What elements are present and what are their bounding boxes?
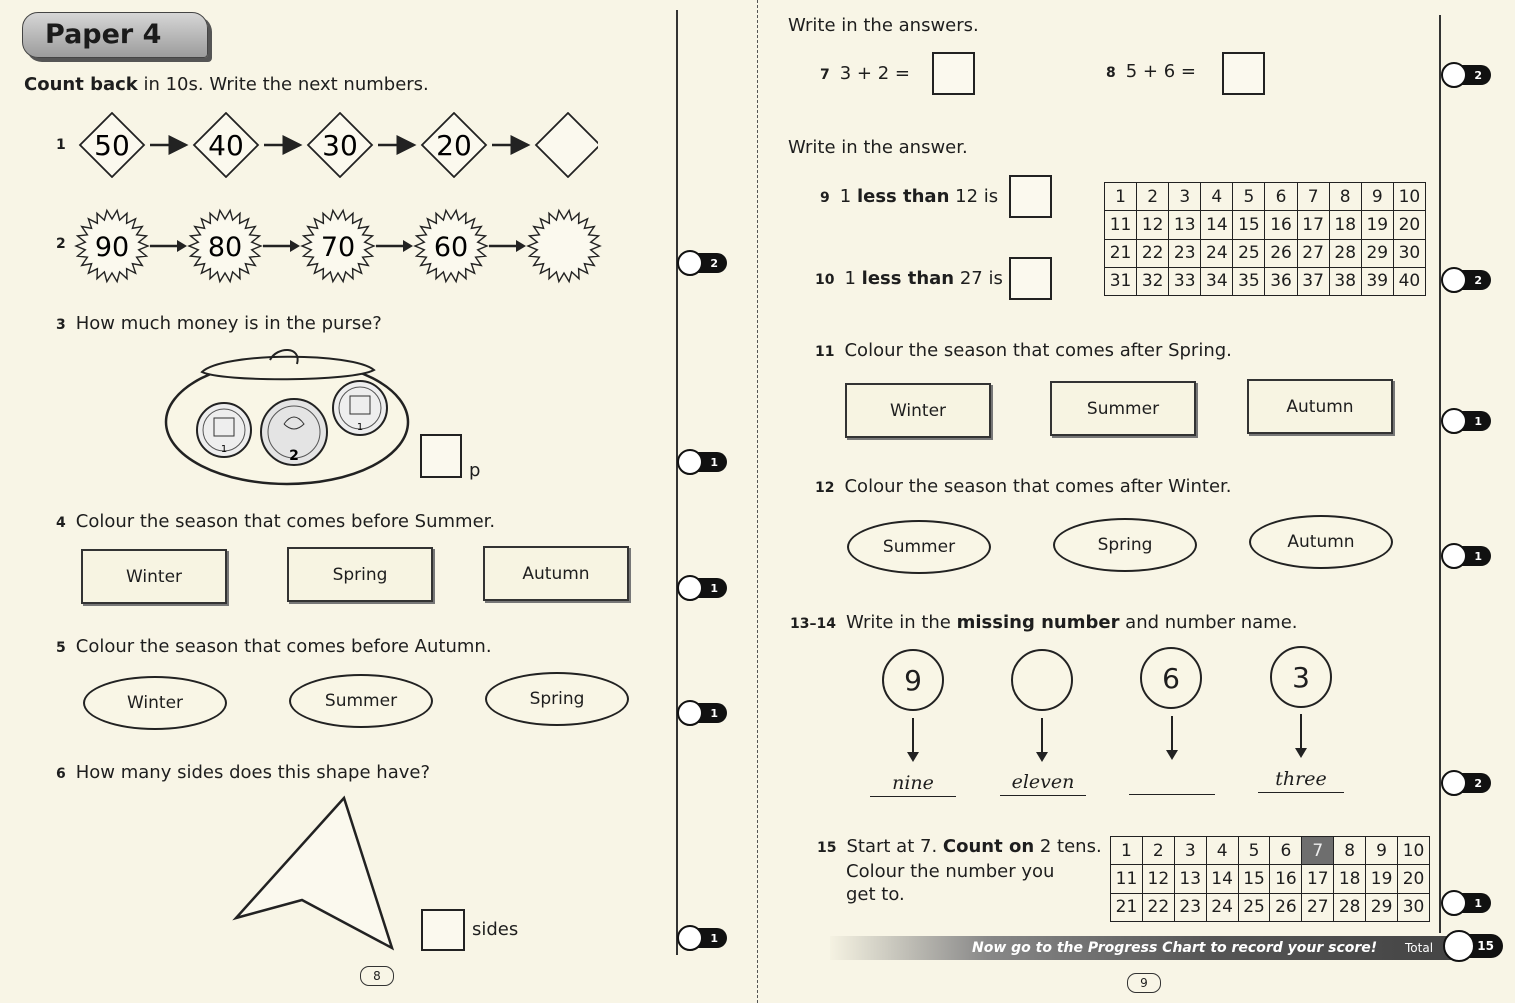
score-q15: 1 <box>1441 890 1493 916</box>
grid-cell: 35 <box>1233 267 1265 295</box>
number-name-2: eleven <box>1000 771 1086 796</box>
q3-unit: p <box>469 460 481 481</box>
score-q4: 1 <box>677 575 729 601</box>
grid-cell[interactable]: 7 <box>1302 837 1334 865</box>
left-margin-line <box>676 10 678 955</box>
grid-row <box>1111 893 1430 921</box>
q4-option-autumn[interactable]: Autumn <box>483 546 629 601</box>
score-q1-q2: 2 <box>677 250 729 276</box>
q2-starburst-sequence <box>74 208 614 286</box>
grid-cell[interactable]: 2 <box>1142 837 1174 865</box>
progress-footer-text: Now go to the Progress Chart to record your score! <box>972 940 1378 956</box>
number-grid-1-40 <box>1104 182 1426 296</box>
q6-answer-label: sides <box>472 919 519 940</box>
grid-cell[interactable]: 3 <box>1174 837 1206 865</box>
q3-answer-box[interactable] <box>420 434 462 478</box>
grid-cell: 19 <box>1361 211 1393 239</box>
q6-answer-box[interactable] <box>421 909 465 951</box>
q2-starburst-value: 90 <box>94 232 130 263</box>
q6-question: 6 How many sides does this shape have? <box>56 762 431 783</box>
number-name-1: nine <box>870 772 956 797</box>
q7-answer-box[interactable] <box>932 52 975 95</box>
number-name-4: three <box>1258 768 1344 793</box>
q15-line1: 15 Start at 7. Count on 2 tens. <box>817 836 1102 857</box>
grid-cell: 29 <box>1361 239 1393 267</box>
arrow-head-icon <box>403 240 413 252</box>
q4-option-spring[interactable]: Spring <box>287 547 433 602</box>
grid-cell: 11 <box>1105 211 1137 239</box>
score-q12: 1 <box>1441 543 1493 569</box>
arrow-down-icon <box>1300 714 1302 750</box>
grid-cell[interactable]: 17 <box>1302 865 1334 893</box>
grid-cell[interactable]: 25 <box>1238 893 1270 921</box>
q8-answer-box[interactable] <box>1222 52 1265 95</box>
grid-cell: 23 <box>1169 239 1201 267</box>
q5-option-winter[interactable]: Winter <box>83 676 227 730</box>
grid-cell: 32 <box>1137 267 1169 295</box>
progress-footer-bar <box>830 936 1462 960</box>
grid-cell: 38 <box>1329 267 1361 295</box>
q1-diamond-value: 20 <box>436 129 472 162</box>
grid-cell[interactable]: 15 <box>1238 865 1270 893</box>
grid-cell: 12 <box>1137 211 1169 239</box>
grid-cell[interactable]: 23 <box>1174 893 1206 921</box>
svg-text:2: 2 <box>289 448 299 464</box>
number-circle-2-blank[interactable] <box>1011 649 1073 711</box>
q8-question: 8 5 + 6 = <box>1106 61 1196 82</box>
q13-14-question: 13–14 Write in the missing number and number name. <box>790 612 1298 633</box>
grid-cell: 36 <box>1265 267 1297 295</box>
grid-cell[interactable]: 16 <box>1270 865 1302 893</box>
q1-diamond-sequence <box>78 112 598 178</box>
grid-cell: 30 <box>1393 239 1425 267</box>
grid-row <box>1105 183 1426 211</box>
score-q5: 1 <box>677 700 729 726</box>
left-page-number: 8 <box>360 966 394 986</box>
number-circle-4: 3 <box>1270 646 1332 708</box>
grid-cell: 33 <box>1169 267 1201 295</box>
arrow-down-icon <box>1041 718 1043 754</box>
write-answers-heading: Write in the answers. <box>788 15 979 36</box>
arrow-down-icon <box>912 718 914 754</box>
q5-option-summer[interactable]: Summer <box>289 674 433 728</box>
q3-question: 3 How much money is in the purse? <box>56 313 382 334</box>
grid-cell[interactable]: 28 <box>1334 893 1366 921</box>
number-circle-3: 6 <box>1140 647 1202 709</box>
q1-diamond-value: 30 <box>322 129 358 162</box>
q10-answer-box[interactable] <box>1009 257 1052 300</box>
grid-cell: 20 <box>1393 211 1425 239</box>
paper-title-tab <box>22 12 208 58</box>
q2-number: 2 <box>56 236 66 252</box>
q1-diamond[interactable] <box>536 113 598 177</box>
purse-illustration <box>162 346 412 488</box>
grid-cell[interactable]: 24 <box>1206 893 1238 921</box>
coin1-value: 1 <box>220 444 228 455</box>
grid-cell: 18 <box>1329 211 1361 239</box>
score-q9-q10: 2 <box>1441 267 1493 293</box>
arrow-down-icon <box>1171 716 1173 752</box>
grid-cell[interactable]: 27 <box>1302 893 1334 921</box>
grid-cell: 10 <box>1393 183 1425 211</box>
grid-cell: 21 <box>1105 239 1137 267</box>
book-spine <box>757 0 758 1003</box>
q1-number: 1 <box>56 137 66 153</box>
q4-question: 4 Colour the season that comes before Summer. <box>56 511 496 532</box>
grid-cell[interactable]: 5 <box>1238 837 1270 865</box>
grid-cell: 15 <box>1233 211 1265 239</box>
q11-option-winter[interactable]: Winter <box>845 383 991 438</box>
write-answer-heading: Write in the answer. <box>788 137 968 158</box>
grid-cell[interactable]: 11 <box>1111 865 1143 893</box>
grid-cell[interactable]: 6 <box>1270 837 1302 865</box>
q12-option-spring[interactable]: Spring <box>1053 518 1197 572</box>
grid-cell: 22 <box>1137 239 1169 267</box>
grid-cell: 37 <box>1297 267 1329 295</box>
q5-question: 5 Colour the season that comes before Autumn. <box>56 636 492 657</box>
grid-cell: 4 <box>1201 183 1233 211</box>
q2-starburst-value: 60 <box>433 232 469 263</box>
grid-cell: 7 <box>1297 183 1329 211</box>
q2-starburst-value: 80 <box>207 232 243 263</box>
grid-cell: 2 <box>1137 183 1169 211</box>
grid-cell[interactable]: 13 <box>1174 865 1206 893</box>
grid-cell[interactable]: 29 <box>1366 893 1398 921</box>
score-q13-14: 2 <box>1441 770 1493 796</box>
q6-shape <box>230 792 400 954</box>
left-page <box>0 0 757 1003</box>
number-circle-1: 9 <box>882 649 944 711</box>
grid-cell[interactable]: 12 <box>1142 865 1174 893</box>
grid-cell[interactable]: 18 <box>1334 865 1366 893</box>
grid-cell: 25 <box>1233 239 1265 267</box>
grid-cell: 17 <box>1297 211 1329 239</box>
grid-cell[interactable]: 8 <box>1334 837 1366 865</box>
total-score: 15 <box>1443 930 1503 962</box>
q1-diamond-value: 50 <box>94 129 130 162</box>
grid-cell: 24 <box>1201 239 1233 267</box>
q1-diamonds-svg <box>78 112 598 178</box>
grid-cell[interactable]: 4 <box>1206 837 1238 865</box>
grid-cell[interactable]: 26 <box>1270 893 1302 921</box>
grid-cell: 8 <box>1329 183 1361 211</box>
q11-question: 11 Colour the season that comes after Spring. <box>815 340 1232 361</box>
grid-cell[interactable]: 9 <box>1366 837 1398 865</box>
score-q3: 1 <box>677 449 729 475</box>
score-q7-q8: 2 <box>1441 62 1493 88</box>
q1-diamond-value: 40 <box>208 129 244 162</box>
grid-cell[interactable]: 19 <box>1366 865 1398 893</box>
grid-cell: 3 <box>1169 183 1201 211</box>
grid-cell[interactable]: 21 <box>1111 893 1143 921</box>
grid-cell: 6 <box>1265 183 1297 211</box>
arrow-head-icon <box>290 240 300 252</box>
grid-cell[interactable]: 20 <box>1398 865 1430 893</box>
right-page-number: 9 <box>1127 973 1161 993</box>
q2-stars-svg <box>74 208 614 286</box>
q12-question: 12 Colour the season that comes after Winter. <box>815 476 1232 497</box>
grid-cell[interactable]: 10 <box>1398 837 1430 865</box>
total-label: Total <box>1405 941 1434 955</box>
arrow-head-icon <box>516 240 526 252</box>
q12-option-autumn[interactable]: Autumn <box>1249 515 1393 569</box>
q11-option-summer[interactable]: Summer <box>1050 381 1196 436</box>
number-grid-1-30 <box>1110 836 1430 922</box>
paper-title: Paper 4 <box>45 19 162 50</box>
q5-option-spring[interactable]: Spring <box>485 672 629 726</box>
grid-cell: 13 <box>1169 211 1201 239</box>
right-page <box>760 0 1515 1003</box>
q12-option-summer[interactable]: Summer <box>847 520 991 574</box>
grid-cell[interactable]: 14 <box>1206 865 1238 893</box>
svg-text:1: 1 <box>356 422 364 433</box>
q7-question: 7 3 + 2 = <box>820 63 910 84</box>
grid-cell: 39 <box>1361 267 1393 295</box>
grid-row <box>1111 837 1430 865</box>
grid-cell: 14 <box>1201 211 1233 239</box>
q2-starburst-value: 70 <box>320 232 356 263</box>
score-q11: 1 <box>1441 408 1493 434</box>
grid-cell: 26 <box>1265 239 1297 267</box>
grid-cell: 5 <box>1233 183 1265 211</box>
q15-line2: Colour the number you <box>846 861 1055 882</box>
grid-cell: 28 <box>1329 239 1361 267</box>
grid-cell[interactable]: 30 <box>1398 893 1430 921</box>
grid-cell: 1 <box>1105 183 1137 211</box>
arrow-head-icon <box>177 240 187 252</box>
q9-answer-box[interactable] <box>1009 175 1052 218</box>
q11-option-autumn[interactable]: Autumn <box>1247 379 1393 434</box>
grid-row <box>1105 211 1426 239</box>
q9-question: 9 1 less than 12 is <box>820 186 999 207</box>
q2-starburst[interactable] <box>528 210 600 281</box>
q4-option-winter[interactable]: Winter <box>81 549 227 604</box>
grid-cell: 40 <box>1393 267 1425 295</box>
grid-cell: 9 <box>1361 183 1393 211</box>
grid-cell[interactable]: 22 <box>1142 893 1174 921</box>
grid-cell: 34 <box>1201 267 1233 295</box>
grid-cell[interactable]: 1 <box>1111 837 1143 865</box>
grid-cell: 27 <box>1297 239 1329 267</box>
grid-cell: 16 <box>1265 211 1297 239</box>
grid-row <box>1105 239 1426 267</box>
score-q6: 1 <box>677 925 729 951</box>
grid-row <box>1105 267 1426 295</box>
grid-row <box>1111 865 1430 893</box>
q15-line3: get to. <box>846 884 905 905</box>
grid-cell: 31 <box>1105 267 1137 295</box>
number-name-3-blank[interactable] <box>1129 770 1215 795</box>
q10-question: 10 1 less than 27 is <box>815 268 1003 289</box>
instruction-count-back: Count back in 10s. Write the next numbers. <box>24 74 429 95</box>
